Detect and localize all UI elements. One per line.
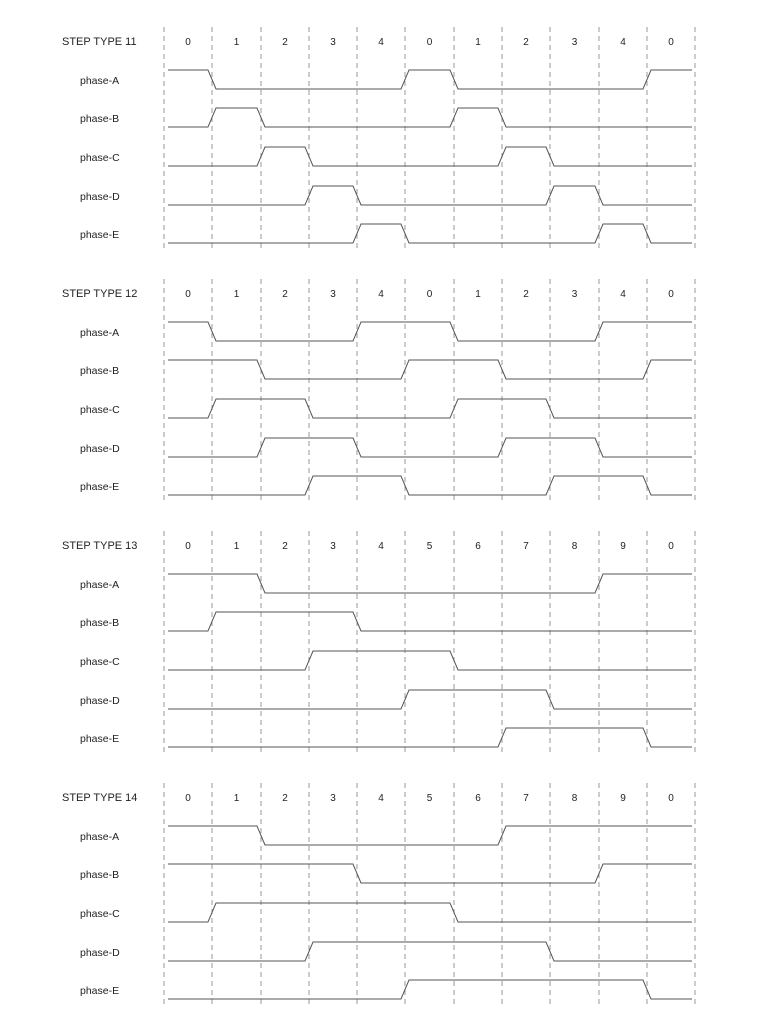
step-label: 4 [620, 289, 626, 300]
step-label: 7 [523, 793, 529, 804]
step-label: 0 [185, 793, 191, 804]
phase-waveform [168, 438, 692, 457]
step-label: 7 [523, 541, 529, 552]
phase-waveform [168, 322, 692, 341]
diagram-title: STEP TYPE 13 [62, 540, 138, 552]
step-label: 4 [378, 793, 384, 804]
step-label: 0 [185, 37, 191, 48]
step-label: 2 [523, 289, 529, 300]
step-label: 8 [571, 541, 578, 552]
step-label: 5 [426, 793, 433, 804]
phase-waveform [168, 108, 692, 127]
phase-label: phase-C [80, 152, 120, 164]
step-label: 1 [233, 37, 240, 48]
phase-waveform [168, 651, 692, 670]
phase-waveform [168, 690, 692, 709]
phase-waveform [168, 147, 692, 166]
phase-label: phase-D [80, 443, 120, 455]
step-label: 2 [523, 37, 529, 48]
phase-waveform [168, 70, 692, 89]
diagram-title: STEP TYPE 12 [62, 288, 138, 300]
phase-label: phase-E [80, 229, 120, 241]
step-label: 9 [620, 541, 626, 552]
step-label: 0 [426, 289, 433, 300]
step-label: 3 [330, 541, 336, 552]
step-label: 4 [378, 289, 384, 300]
step-label: 1 [233, 793, 240, 804]
phase-waveform [168, 728, 692, 747]
timing-diagram-2 [62, 279, 695, 501]
step-label: 3 [330, 37, 336, 48]
phase-label: phase-E [80, 985, 120, 997]
step-label: 0 [185, 289, 191, 300]
step-label: 6 [475, 793, 481, 804]
step-label: 2 [282, 541, 288, 552]
step-label: 4 [378, 541, 384, 552]
phase-waveform [168, 399, 692, 418]
step-label: 0 [668, 793, 674, 804]
step-label: 0 [668, 541, 674, 552]
diagram-title: STEP TYPE 14 [62, 792, 138, 804]
phase-label: phase-A [80, 327, 120, 339]
phase-label: phase-B [80, 869, 120, 881]
step-label: 4 [378, 37, 384, 48]
phase-waveform [168, 186, 692, 205]
step-label: 2 [282, 37, 288, 48]
step-label: 3 [330, 793, 336, 804]
phase-waveform [168, 612, 692, 631]
phase-waveform [168, 224, 692, 243]
step-label: 2 [282, 289, 288, 300]
phase-label: phase-A [80, 831, 120, 843]
phase-waveform [168, 980, 692, 999]
step-label: 9 [620, 793, 626, 804]
step-label: 0 [426, 37, 433, 48]
phase-waveform [168, 903, 692, 922]
phase-waveform [168, 360, 692, 379]
phase-label: phase-B [80, 365, 120, 377]
timing-diagram-3 [62, 531, 695, 753]
phase-waveform [168, 574, 692, 593]
phase-label: phase-E [80, 733, 120, 745]
step-label: 1 [475, 37, 481, 48]
step-label: 0 [668, 37, 674, 48]
phase-waveform [168, 826, 692, 845]
phase-waveform [168, 476, 692, 495]
phase-label: phase-B [80, 617, 120, 629]
step-label: 8 [571, 793, 578, 804]
diagram-title: STEP TYPE 11 [62, 36, 137, 48]
step-label: 2 [282, 793, 288, 804]
step-label: 1 [475, 289, 481, 300]
phase-label: phase-C [80, 656, 120, 668]
step-label: 3 [330, 289, 336, 300]
phase-label: phase-A [80, 579, 120, 591]
timing-diagram-4 [62, 783, 695, 1005]
phase-label: phase-C [80, 908, 120, 920]
step-label: 6 [475, 541, 481, 552]
phase-label: phase-A [80, 75, 120, 87]
step-label: 0 [668, 289, 674, 300]
step-label: 0 [185, 541, 191, 552]
phase-waveform [168, 864, 692, 883]
phase-label: phase-D [80, 695, 120, 707]
step-label: 1 [233, 289, 240, 300]
timing-diagram-1 [62, 27, 695, 249]
phase-label: phase-D [80, 947, 120, 959]
phase-waveform [168, 942, 692, 961]
step-label: 1 [233, 541, 240, 552]
step-label: 3 [571, 289, 578, 300]
step-label: 3 [571, 37, 578, 48]
phase-label: phase-B [80, 113, 120, 125]
step-label: 5 [426, 541, 433, 552]
step-label: 4 [620, 37, 626, 48]
phase-label: phase-C [80, 404, 120, 416]
phase-label: phase-E [80, 481, 120, 493]
phase-label: phase-D [80, 191, 120, 203]
